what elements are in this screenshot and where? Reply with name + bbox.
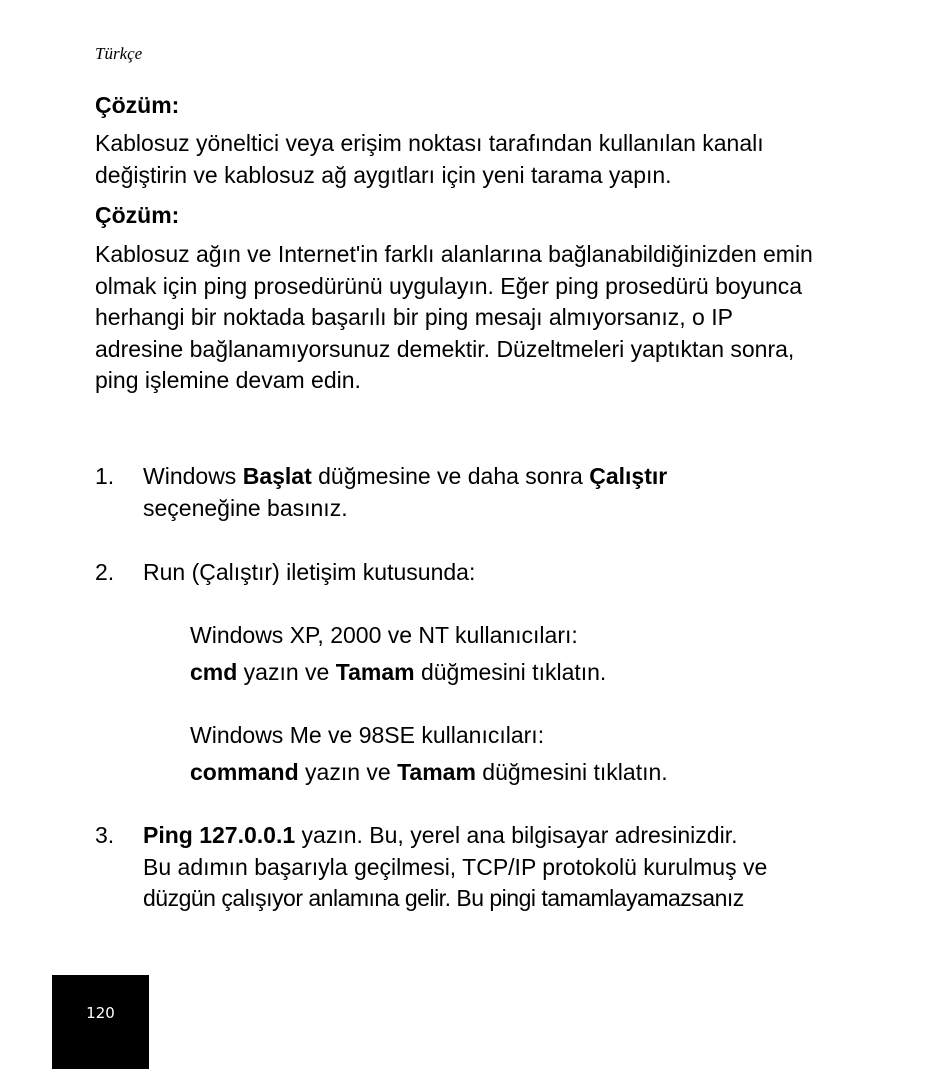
start-menu-label: Başlat	[242, 463, 312, 489]
run-command-label: Çalıştır	[589, 463, 668, 489]
step-2-number: 2.	[95, 559, 115, 585]
step-2-group-xp	[190, 617, 850, 691]
page-number: 120	[86, 1004, 115, 1022]
solution-2-text: Kablosuz ağın ve Internet'in farklı alanlarına bağlanabildiğinizden emin olmak için ping prosedürünü uygulayın. Eğer ping prosedürü boyunca herhangi bir noktada başarılı bir ping mesajı almıyorsanız, o IP adresine bağlanamıyorsunuz demektir. Düzeltmeleri yaptıktan sonra, ping işlemine devam edin.	[95, 241, 813, 393]
me-instruction: command yazın ve Tamam düğmesini tıklatın.	[190, 759, 668, 785]
step-3-number: 3.	[95, 822, 115, 848]
xp-users-label: Windows XP, 2000 ve NT kullanıcıları:	[190, 622, 578, 648]
step-2-text: Run (Çalıştır) iletişim kutusunda:	[143, 559, 476, 585]
solution-1-text: Kablosuz yöneltici veya erişim noktası tarafından kullanılan kanalı değiştirin ve kablosuz ağ aygıtları için yeni tarama yapın.	[95, 130, 764, 188]
step-2-group-me	[190, 717, 850, 791]
solution-1-heading: Çözüm:	[95, 92, 180, 118]
step-3-text: Ping 127.0.0.1 yazın. Bu, yerel ana bilgisayar adresinizdir. Bu adımın başarıyla geçilmesi, TCP/IP protokolü kurulmuş ve düzgün çalışıyor anlamına gelir. Bu pingi tamamlayamazsanız	[143, 822, 768, 911]
me-users-label: Windows Me ve 98SE kullanıcıları:	[190, 722, 545, 748]
step-1-number: 1.	[95, 463, 115, 489]
language-label: Türkçe	[95, 44, 143, 63]
page-number-box	[52, 975, 149, 1069]
ping-command: Ping 127.0.0.1	[143, 822, 296, 848]
solution-2-heading: Çözüm:	[95, 202, 180, 228]
xp-instruction: cmd yazın ve Tamam düğmesini tıklatın.	[190, 659, 607, 685]
step-1-text: Windows Başlat düğmesine ve daha sonra Çalıştır seçeneğine basınız.	[143, 463, 668, 521]
